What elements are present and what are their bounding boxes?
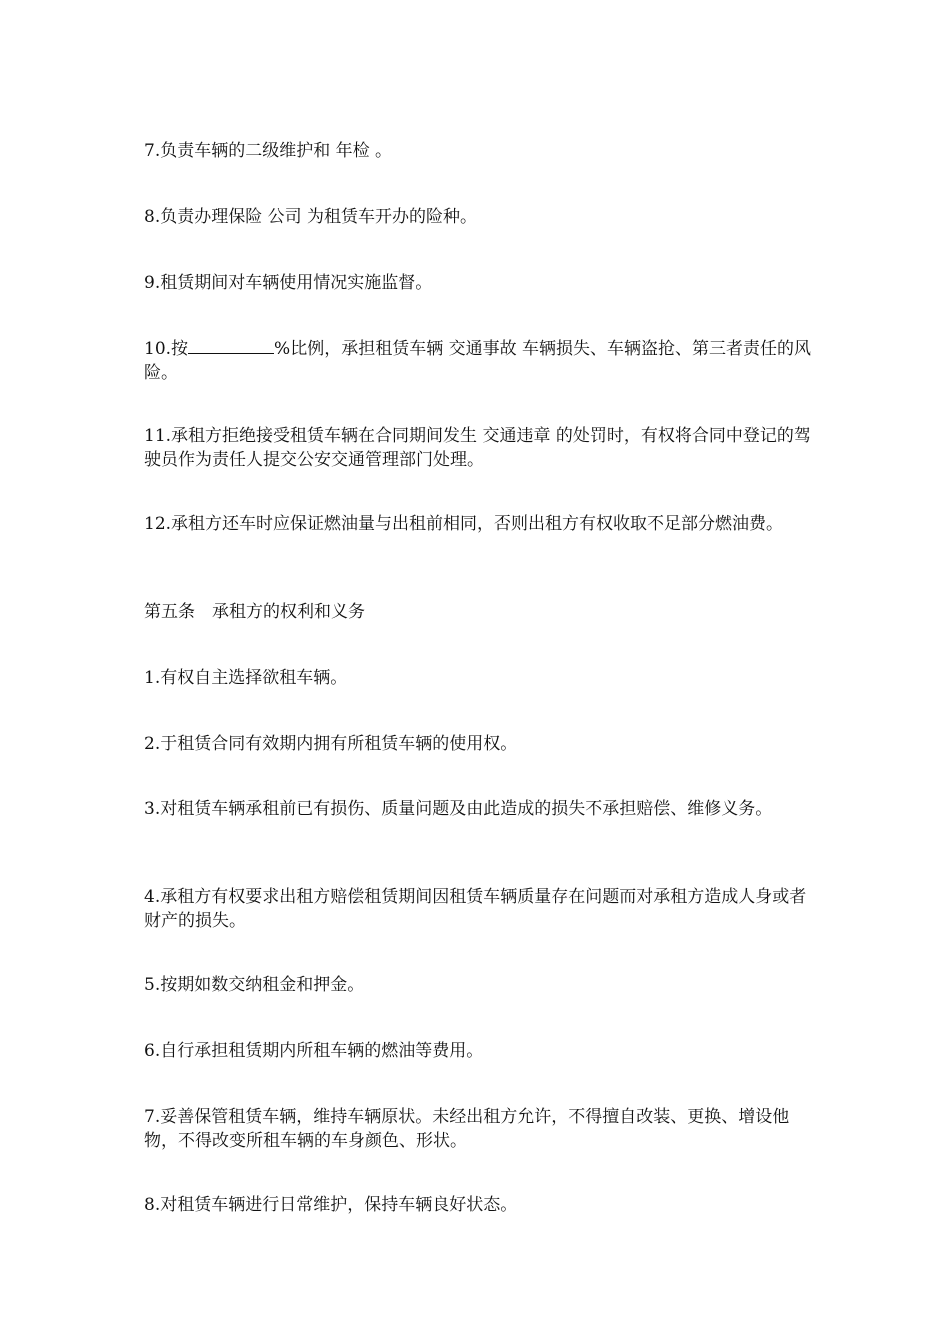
paragraph-4-12: 12.承租方还车时应保证燃油量与出租前相同，否则出租方有权收取不足部分燃油费。 <box>144 514 784 534</box>
paragraph-5-8: 8.对租赁车辆进行日常维护，保持车辆良好状态。 <box>144 1195 518 1215</box>
paragraph-4-10-prefix: 10.按 <box>144 339 189 359</box>
paragraph-5-4: 4.承租方有权要求出租方赔偿租赁期间因租赁车辆质量存在问题而对承租方造成人身或者财产的损失。 <box>144 887 807 931</box>
paragraph-5-7: 7.妥善保管租赁车辆，维持车辆原状。未经出租方允许，不得擅自改装、更换、增设他物，不得改变所租车辆的车身颜色、形状。 <box>144 1107 790 1151</box>
paragraph-5-3: 3.对租赁车辆承租前已有损伤、质量问题及由此造成的损失不承担赔偿、维修义务。 <box>144 799 773 819</box>
fill-in-blank <box>188 338 274 354</box>
paragraph-4-11: 11.承租方拒绝接受租赁车辆在合同期间发生 交通违章 的处罚时，有权将合同中登记的驾驶员作为责任人提交公安交通管理部门处理。 <box>144 426 811 470</box>
paragraph-5-5: 5.按期如数交纳租金和押金。 <box>144 975 365 995</box>
section-heading-article-5: 第五条 承租方的权利和义务 <box>144 602 365 622</box>
paragraph-5-1: 1.有权自主选择欲租车辆。 <box>144 668 348 688</box>
paragraph-4-8: 8.负责办理保险 公司 为租赁车开办的险种。 <box>144 207 478 227</box>
paragraph-5-6: 6.自行承担租赁期内所租车辆的燃油等费用。 <box>144 1041 484 1061</box>
paragraph-4-10-suffix: %比例，承担租赁车辆 交通事故 车辆损失、车辆盗抢、第三者责任的风险。 <box>144 339 812 383</box>
paragraph-4-7: 7.负责车辆的二级维护和 年检 。 <box>144 141 393 161</box>
paragraph-4-10 <box>144 337 814 385</box>
paragraph-5-2: 2.于租赁合同有效期内拥有所租赁车辆的使用权。 <box>144 734 518 754</box>
paragraph-4-9: 9.租赁期间对车辆使用情况实施监督。 <box>144 273 433 293</box>
